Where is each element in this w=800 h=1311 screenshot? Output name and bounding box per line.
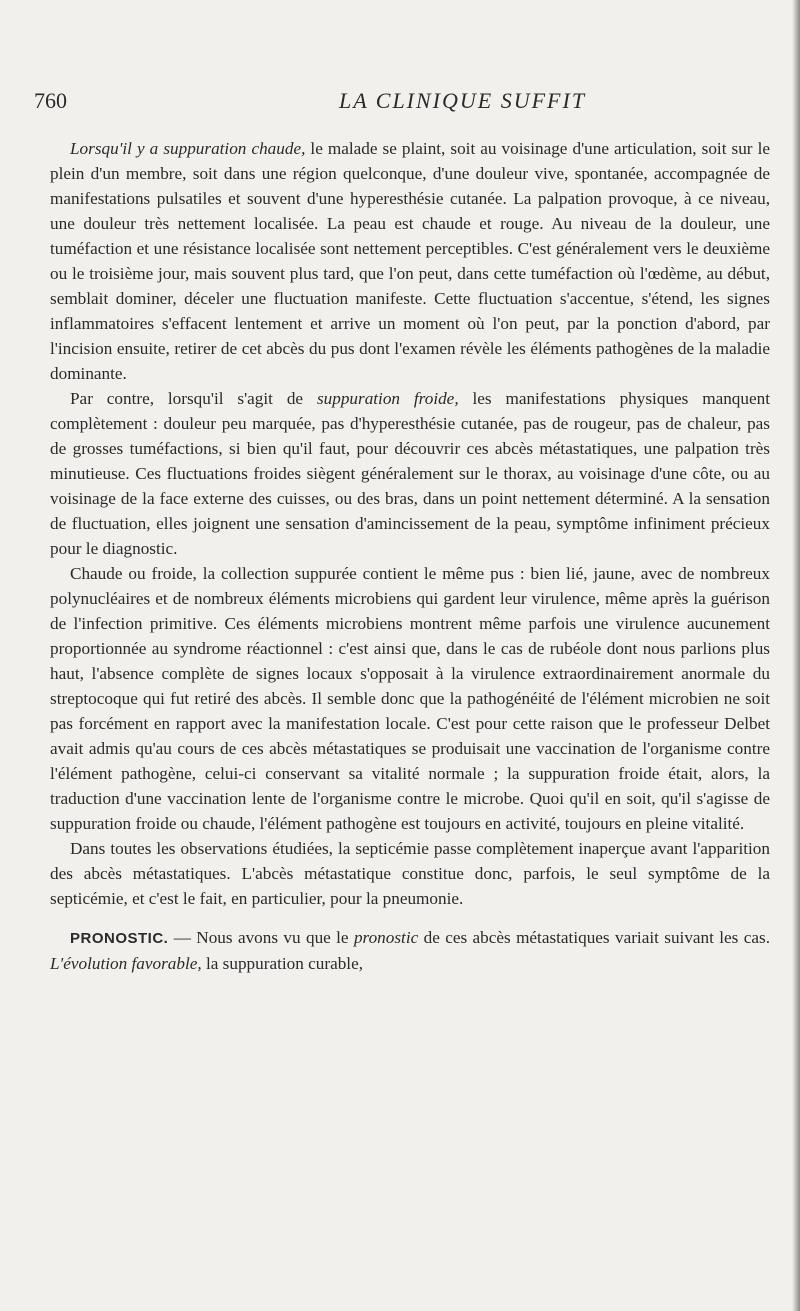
page-edge-shadow [792, 0, 800, 1311]
paragraph-text-after: les manifestations physiques manquent complètement : douleur peu marquée, pas d'hyperesthésie cutanée, pas de rougeur, pas de chaleur, pas de grosses tuméfactions, si bien qu'il faut, pour découvrir ces abcès métastatiques, une palpation très minutieuse. Ces fluctuations froides siègent généralement sur le thorax, au voisinage d'une côte, ou au voisinage de la face externe des cuisses, ou des bras, dans un point nettement déterminé. A la sensation de fluctuation, elles joignent une sensation d'amincissement de la peau, symptôme infiniment précieux pour le diagnostic. [50, 389, 770, 558]
paragraph-text: Chaude ou froide, la collection suppurée contient le même pus : bien lié, jaune, avec de nombreux polynucléaires et de nombreux éléments microbiens qui gardent leur virulence, même après la guérison de l'infection primitive. Ces éléments microbiens montrent même parfois une virulence aucunement proportionnée au syndrome réactionnel : c'est ainsi que, dans le cas de rubéole dont nous parlions plus haut, l'absence complète de signes locaux s'opposait à la virulence extraordinairement anormale du streptocoque qui fut retiré des abcès. Il semble donc que la pathogénéité de l'élément microbien ne soit pas forcément en rapport avec la manifestation locale. C'est pour cette raison que le professeur Delbet avait admis qu'au cours de ces abcès métastatiques se produisait une vaccination de l'organisme contre l'élément pathogène, celui-ci conservant sa vitalité normale ; la suppuration froide était, alors, la traduction d'une vaccination lente de l'organisme contre le microbe. Quoi qu'il en soit, qu'il s'agisse de suppuration froide ou chaude, l'élément pathogène est toujours en activité, toujours en pleine vitalité. [50, 564, 770, 833]
paragraph-suppuration-froide [50, 386, 770, 561]
paragraph-text: le malade se plaint, soit au voisinage d'une articulation, soit sur le plein d'un membre, soit dans une région quelconque, d'une douleur vive, spontanée, accompagnée de manifestations pulsatiles et souvent d'une hyperesthésie cutanée. La palpation provoque, à ce niveau, une douleur très nettement localisée. La peau est chaude et rouge. Au niveau de la douleur, une tuméfaction et une résistance localisée sont nettement perceptibles. C'est généralement vers le deuxième ou le troisième jour, mais souvent plus tard, que l'on peut, dans cette tuméfaction où l'œdème, au début, semblait dominer, déceler une fluctuation manifeste. Cette fluctuation s'accentue, s'étend, les signes inflammatoires s'effacent lentement et arrive un moment où l'on peut, par la ponction d'abord, par l'incision ensuite, retirer de cet abcès du pus dont l'examen révèle les éléments pathogènes de la maladie dominante. [50, 139, 770, 383]
running-title: LA CLINIQUE SUFFIT [339, 88, 587, 113]
paragraph-text-middle: de ces abcès métastatiques variait suivant les cas. [418, 928, 770, 947]
page-number: 760 [34, 88, 67, 113]
paragraph-suppuration-chaude [50, 136, 770, 386]
paragraph-text: Dans toutes les observations étudiées, la septicémie passe complètement inaperçue avant l'apparition des abcès métastatiques. L'abcès métastatique constitue donc, parfois, le seul symptôme de la septicémie, et c'est le fait, en particulier, pour la pneumonie. [50, 839, 770, 908]
italic-term-evolution: L'évolution favorable, [50, 954, 202, 973]
section-label-pronostic: PRONOSTIC. [70, 930, 169, 947]
lead-italic: Lorsqu'il y a suppuration chaude, [70, 139, 306, 158]
paragraph-pronostic [50, 925, 770, 976]
paragraph-septicemie [50, 836, 770, 911]
paragraph-text-before: Par contre, lorsqu'il s'agit de [70, 389, 317, 408]
page-header [34, 88, 774, 122]
italic-term-pronostic: pronostic [353, 928, 419, 947]
italic-term: suppuration froide, [316, 389, 459, 408]
paragraph-text-before: — Nous avons vu que le [168, 928, 354, 947]
paragraph-text-after: la suppuration curable, [201, 954, 363, 973]
paragraph-collection [50, 561, 770, 836]
body-text [50, 136, 770, 976]
